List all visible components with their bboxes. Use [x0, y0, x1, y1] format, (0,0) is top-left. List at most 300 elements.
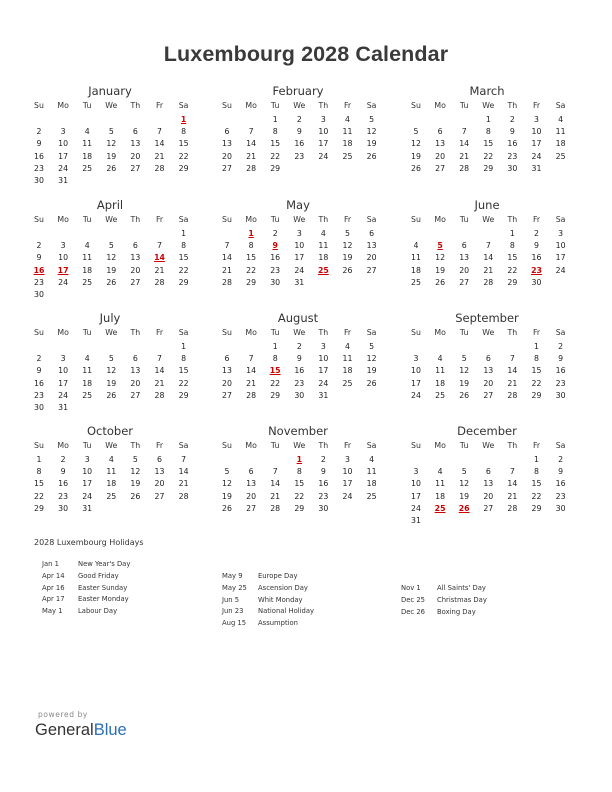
weekday-header: Sa [178, 441, 189, 450]
day-cell: 10 [294, 241, 305, 251]
day-cell: 28 [154, 163, 165, 173]
day-cell: 20 [154, 479, 165, 489]
day-cell: 4 [108, 455, 114, 464]
day-cell: 23 [294, 378, 305, 388]
day-cell: 1 [534, 455, 539, 464]
day-cell: 21 [154, 378, 165, 388]
month-name: April [96, 198, 124, 212]
day-cell: 2 [509, 115, 515, 124]
weekday-header: Mo [434, 328, 446, 337]
day-cell: 17 [318, 139, 329, 149]
day-cell: 31 [58, 403, 69, 412]
weekday-header: Th [507, 441, 518, 450]
holiday-name: New Year's Day [78, 560, 131, 568]
day-cell: 1 [272, 342, 278, 351]
holiday-name: Europe Day [258, 572, 298, 580]
day-cell: 16 [294, 366, 305, 376]
weekday-header: Mo [57, 101, 69, 110]
day-cell: 28 [483, 277, 494, 287]
day-cell: 9 [296, 127, 302, 137]
day-cell: 14 [222, 253, 232, 263]
day-cell: 24 [411, 390, 421, 400]
day-cell: 28 [246, 390, 257, 400]
day-cell: 26 [106, 163, 117, 173]
day-cell: 22 [34, 491, 44, 501]
day-cell: 15 [246, 253, 257, 263]
day-cell: 20 [366, 253, 377, 263]
month-name: June [474, 198, 500, 212]
month-name: December [457, 424, 517, 438]
day-cell: 29 [178, 390, 189, 400]
day-cell: 27 [246, 503, 257, 513]
day-cell: 21 [507, 378, 518, 388]
day-cell: 24 [58, 163, 69, 173]
weekday-header: Tu [459, 101, 469, 110]
day-cell: 11 [82, 139, 93, 149]
day-cell: 25 [82, 163, 93, 173]
day-cell: 12 [366, 127, 377, 137]
weekday-header: Tu [82, 215, 92, 224]
day-cell: 11 [435, 366, 446, 376]
day-cell: 20 [483, 491, 494, 501]
day-cell: 25 [82, 390, 93, 400]
day-cell: 20 [130, 151, 141, 161]
day-cell: 31 [318, 390, 329, 400]
weekday-header: Th [318, 215, 329, 224]
day-cell: 26 [342, 265, 353, 275]
day-cell: 10 [82, 467, 93, 477]
day-cell: 16 [555, 366, 566, 376]
day-cell: 30 [34, 403, 44, 412]
day-cell: 27 [130, 390, 141, 400]
day-cell: 9 [60, 467, 66, 477]
day-cell: 24 [531, 151, 542, 161]
day-cell: 14 [178, 467, 189, 477]
day-cell: 29 [531, 390, 542, 400]
weekday-header: Fr [532, 441, 541, 450]
day-cell: 21 [507, 491, 518, 501]
day-cell: 14 [154, 139, 165, 149]
day-cell: 10 [531, 127, 542, 137]
day-cell: 17 [555, 253, 566, 263]
day-cell: 30 [270, 277, 281, 287]
day-cell: 27 [366, 265, 377, 275]
weekday-header: Mo [434, 215, 446, 224]
day-cell: 31 [294, 277, 305, 287]
day-cell: 26 [366, 151, 377, 161]
day-cell: 15 [34, 479, 44, 489]
day-cell: 10 [318, 354, 329, 364]
day-cell: 17 [411, 378, 421, 388]
day-cell: 29 [270, 163, 281, 173]
day-cell: 15 [178, 366, 189, 376]
day-cell: 14 [270, 479, 281, 489]
weekday-header: Tu [270, 215, 280, 224]
weekday-header: We [482, 328, 495, 337]
day-cell: 26 [106, 390, 117, 400]
day-cell: 17 [531, 139, 542, 149]
day-cell: 30 [555, 390, 566, 400]
weekday-header: Fr [532, 215, 541, 224]
day-cell: 20 [222, 151, 232, 161]
day-cell: 3 [320, 342, 326, 351]
weekday-header: Su [222, 441, 232, 450]
day-cell: 11 [555, 127, 566, 137]
holiday-date: Jan 1 [42, 560, 59, 568]
weekday-header: Su [411, 101, 421, 110]
weekday-header: Mo [57, 441, 69, 450]
day-cell: 16 [34, 151, 44, 161]
day-cell: 1 [181, 342, 187, 351]
day-cell: 30 [318, 503, 329, 513]
weekday-header: We [482, 215, 495, 224]
day-cell: 5 [108, 127, 114, 137]
day-cell: 8 [248, 241, 254, 251]
day-cell: 8 [181, 127, 187, 137]
holiday-date: Jun 23 [222, 607, 244, 616]
day-cell: 23 [555, 378, 566, 388]
day-cell: 22 [246, 265, 257, 275]
day-cell: 18 [435, 491, 446, 501]
holiday-day-cell: 16 [33, 265, 45, 275]
day-cell: 3 [534, 115, 539, 124]
day-cell: 22 [531, 378, 542, 388]
day-cell: 24 [318, 378, 329, 388]
day-cell: 27 [483, 503, 494, 513]
day-cell: 17 [58, 378, 69, 388]
day-cell: 24 [58, 390, 69, 400]
holiday-day-cell: 5 [437, 241, 443, 251]
day-cell: 11 [106, 467, 117, 477]
day-cell: 14 [246, 366, 257, 376]
day-cell: 22 [178, 265, 189, 275]
day-cell: 9 [36, 253, 42, 263]
day-cell: 23 [270, 265, 281, 275]
day-cell: 12 [459, 366, 470, 376]
day-cell: 29 [178, 163, 189, 173]
weekday-header: We [105, 441, 118, 450]
day-cell: 12 [342, 241, 353, 251]
weekday-header: Fr [343, 101, 352, 110]
holiday-day-cell: 26 [458, 503, 470, 513]
weekday-header: Th [318, 328, 329, 337]
day-cell: 22 [294, 491, 305, 501]
day-cell: 3 [345, 455, 350, 464]
day-cell: 14 [483, 253, 494, 263]
weekday-header: Th [130, 215, 141, 224]
day-cell: 12 [106, 366, 117, 376]
day-cell: 4 [413, 241, 419, 251]
month-name: February [272, 84, 324, 98]
day-cell: 20 [483, 378, 494, 388]
day-cell: 29 [246, 277, 257, 287]
day-cell: 31 [82, 503, 93, 513]
day-cell: 20 [246, 491, 257, 501]
day-cell: 28 [459, 163, 470, 173]
day-cell: 2 [558, 342, 564, 351]
weekday-header: Th [507, 328, 518, 337]
day-cell: 21 [246, 151, 257, 161]
day-cell: 17 [411, 491, 421, 501]
day-cell: 13 [366, 241, 377, 251]
weekday-header: We [105, 101, 118, 110]
day-cell: 13 [222, 139, 232, 149]
holiday-day-cell: 1 [180, 115, 187, 124]
day-cell: 9 [36, 139, 42, 149]
day-cell: 19 [411, 151, 421, 161]
day-cell: 17 [82, 479, 93, 489]
day-cell: 27 [483, 390, 494, 400]
day-cell: 7 [157, 354, 162, 364]
day-cell: 29 [531, 503, 542, 513]
weekday-header: Mo [245, 101, 257, 110]
day-cell: 29 [483, 163, 494, 173]
weekday-header: Su [34, 215, 44, 224]
day-cell: 6 [369, 229, 375, 238]
day-cell: 23 [34, 163, 44, 173]
weekday-header: Fr [343, 215, 352, 224]
day-cell: 6 [437, 127, 443, 137]
day-cell: 25 [435, 390, 446, 400]
day-cell: 31 [58, 176, 69, 185]
day-cell: 30 [555, 503, 566, 513]
day-cell: 6 [461, 241, 467, 251]
day-cell: 19 [435, 265, 446, 275]
day-cell: 19 [106, 151, 117, 161]
holiday-day-cell: 9 [272, 241, 278, 251]
day-cell: 25 [411, 277, 421, 287]
day-cell: 11 [366, 467, 377, 477]
day-cell: 8 [181, 241, 187, 251]
day-cell: 2 [320, 455, 326, 464]
day-cell: 19 [342, 253, 353, 263]
day-cell: 26 [435, 277, 446, 287]
weekday-header: Mo [245, 215, 257, 224]
day-cell: 26 [222, 503, 232, 513]
month-name: May [286, 198, 310, 212]
weekday-header: Mo [434, 441, 446, 450]
day-cell: 28 [246, 163, 257, 173]
day-cell: 6 [132, 127, 138, 137]
day-cell: 6 [132, 354, 138, 364]
weekday-header: Tu [459, 328, 469, 337]
holiday-day-cell: 14 [154, 253, 165, 263]
weekday-header: Th [318, 101, 329, 110]
day-cell: 15 [531, 479, 542, 489]
day-cell: 19 [222, 491, 232, 501]
holiday-name: Assumption [258, 619, 298, 628]
day-cell: 8 [296, 467, 302, 477]
day-cell: 1 [485, 115, 491, 124]
weekday-header: Fr [155, 101, 164, 110]
day-cell: 7 [272, 467, 278, 477]
weekday-header: We [105, 328, 118, 337]
day-cell: 10 [342, 467, 353, 477]
month-name: October [86, 424, 134, 438]
weekday-header: We [293, 101, 306, 110]
day-cell: 8 [534, 354, 539, 364]
day-cell: 6 [132, 241, 138, 251]
weekday-header: Su [411, 441, 421, 450]
day-cell: 21 [483, 265, 494, 275]
day-cell: 12 [106, 253, 117, 263]
day-cell: 20 [130, 378, 141, 388]
day-cell: 11 [82, 366, 93, 376]
powered-by-text: powered by [38, 710, 88, 719]
day-cell: 29 [178, 277, 189, 287]
generalblue-logo[interactable] [35, 720, 127, 740]
day-cell: 11 [318, 241, 329, 251]
day-cell: 24 [58, 277, 69, 287]
day-cell: 19 [366, 139, 377, 149]
day-cell: 23 [34, 277, 44, 287]
weekday-header: Tu [270, 441, 280, 450]
weekday-header: Th [318, 441, 329, 450]
day-cell: 15 [507, 253, 518, 263]
day-cell: 11 [411, 253, 421, 263]
day-cell: 26 [366, 378, 377, 388]
day-cell: 7 [157, 241, 162, 251]
day-cell: 11 [342, 127, 353, 137]
weekday-header: Sa [555, 328, 566, 337]
day-cell: 1 [181, 229, 187, 238]
weekday-header: Tu [270, 101, 280, 110]
day-cell: 2 [60, 455, 66, 464]
day-cell: 24 [318, 151, 329, 161]
day-cell: 28 [507, 503, 518, 513]
day-cell: 11 [435, 479, 446, 489]
day-cell: 21 [246, 378, 257, 388]
day-cell: 13 [130, 366, 141, 376]
day-cell: 10 [411, 366, 421, 376]
day-cell: 30 [58, 503, 69, 513]
day-cell: 23 [318, 491, 329, 501]
day-cell: 20 [222, 378, 232, 388]
holiday-date: Nov 1 [401, 584, 421, 592]
day-cell: 7 [224, 241, 230, 251]
day-cell: 6 [248, 467, 254, 477]
weekday-header: We [105, 215, 118, 224]
day-cell: 2 [36, 241, 42, 251]
day-cell: 9 [558, 354, 564, 364]
day-cell: 23 [34, 390, 44, 400]
day-cell: 15 [270, 139, 281, 149]
day-cell: 25 [555, 151, 566, 161]
day-cell: 6 [224, 354, 230, 364]
day-cell: 18 [342, 366, 353, 376]
holiday-name: All Saints' Day [437, 584, 486, 592]
day-cell: 7 [461, 127, 467, 137]
day-cell: 24 [82, 491, 93, 501]
day-cell: 18 [435, 378, 446, 388]
day-cell: 27 [222, 390, 232, 400]
day-cell: 9 [534, 241, 539, 251]
day-cell: 23 [58, 491, 69, 501]
day-cell: 21 [459, 151, 470, 161]
day-cell: 12 [106, 139, 117, 149]
weekday-header: Sa [366, 441, 377, 450]
day-cell: 12 [459, 479, 470, 489]
day-cell: 12 [366, 354, 377, 364]
day-cell: 14 [246, 139, 257, 149]
day-cell: 10 [555, 241, 566, 251]
holiday-name: Easter Sunday [78, 583, 128, 592]
day-cell: 6 [485, 354, 491, 364]
day-cell: 25 [366, 491, 377, 501]
page-title: Luxembourg 2028 Calendar [163, 42, 449, 66]
day-cell: 5 [108, 354, 114, 364]
day-cell: 8 [181, 354, 187, 364]
day-cell: 18 [411, 265, 421, 275]
holiday-date: Jun 5 [222, 595, 240, 604]
weekday-header: We [293, 215, 306, 224]
day-cell: 3 [84, 455, 90, 464]
day-cell: 24 [555, 265, 566, 275]
day-cell: 8 [509, 241, 515, 251]
day-cell: 5 [413, 127, 419, 137]
weekday-header: Tu [459, 215, 469, 224]
day-cell: 28 [222, 277, 232, 287]
holiday-date: May 9 [222, 572, 243, 580]
weekday-header: Mo [245, 328, 257, 337]
holiday-name: National Holiday [258, 607, 315, 616]
day-cell: 10 [58, 253, 69, 263]
day-cell: 1 [534, 342, 539, 351]
day-cell: 13 [435, 139, 446, 149]
day-cell: 27 [154, 491, 165, 501]
holiday-date: Apr 14 [42, 571, 65, 580]
day-cell: 29 [294, 503, 305, 513]
day-cell: 17 [58, 151, 69, 161]
day-cell: 18 [342, 139, 353, 149]
day-cell: 16 [294, 139, 305, 149]
day-cell: 19 [459, 491, 470, 501]
day-cell: 11 [82, 253, 93, 263]
day-cell: 3 [320, 115, 326, 124]
weekday-header: Su [222, 215, 232, 224]
day-cell: 7 [248, 354, 254, 364]
day-cell: 24 [411, 503, 421, 513]
weekday-header: Tu [270, 328, 280, 337]
day-cell: 12 [222, 479, 232, 489]
weekday-header: Fr [532, 328, 541, 337]
holiday-day-cell: 15 [269, 366, 281, 376]
day-cell: 2 [272, 229, 278, 238]
day-cell: 9 [320, 467, 326, 477]
weekday-header: Sa [178, 328, 189, 337]
holiday-day-cell: 25 [317, 265, 329, 275]
day-cell: 4 [345, 115, 350, 124]
holiday-name: Easter Monday [78, 595, 129, 604]
weekday-header: Tu [82, 101, 92, 110]
day-cell: 10 [58, 366, 69, 376]
day-cell: 5 [108, 241, 114, 251]
day-cell: 9 [36, 366, 42, 376]
month-name: August [277, 311, 319, 325]
day-cell: 25 [342, 378, 353, 388]
holiday-date: Aug 15 [222, 619, 247, 628]
month-name: November [268, 424, 328, 438]
day-cell: 21 [154, 151, 165, 161]
holiday-day-cell: 25 [434, 503, 446, 513]
day-cell: 19 [130, 479, 141, 489]
holiday-date: Apr 16 [42, 583, 65, 592]
day-cell: 15 [178, 139, 189, 149]
holiday-day-cell: 1 [296, 455, 303, 464]
day-cell: 26 [459, 390, 470, 400]
day-cell: 29 [507, 277, 518, 287]
day-cell: 5 [461, 467, 467, 477]
